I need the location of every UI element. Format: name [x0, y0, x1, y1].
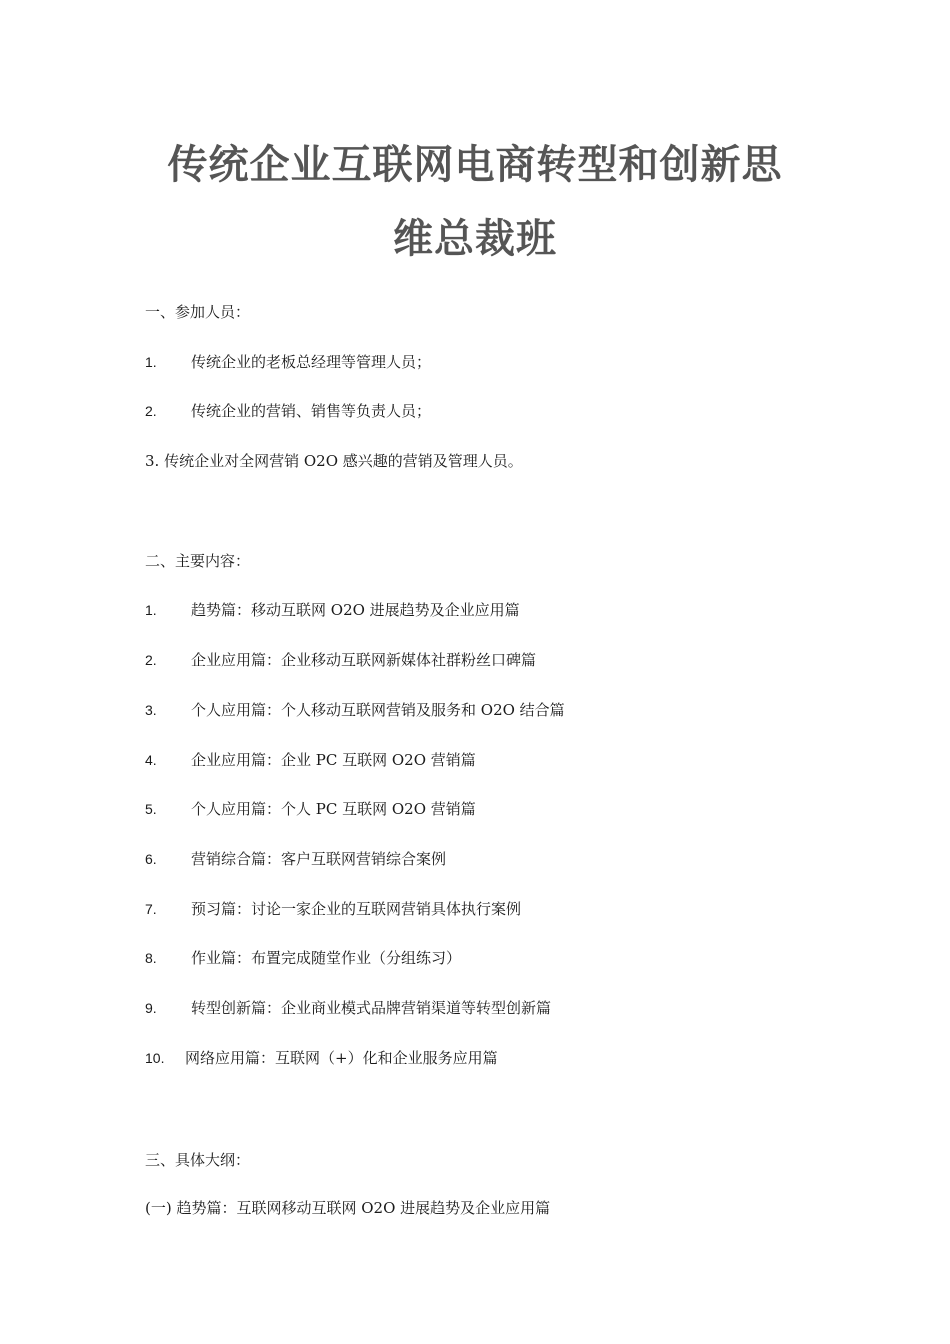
list-item [145, 849, 446, 869]
list-item-number: 6. [145, 851, 157, 867]
list-item [145, 899, 521, 919]
list-item-number: 3. [145, 702, 157, 718]
list-item-text: 个人应用篇：个人移动互联网营销及服务和 O2O 结合篇 [191, 701, 565, 719]
document-title-line2: 维总裁班 [393, 216, 557, 262]
list-item-text: 企业应用篇：企业移动互联网新媒体社群粉丝口碑篇 [191, 651, 537, 669]
list-item-text: 趋势篇：移动互联网 O2O 进展趋势及企业应用篇 [191, 601, 520, 619]
list-item-text: 网络应用篇：互联网（+）化和企业服务应用篇 [185, 1049, 498, 1067]
list-item-number: 1. [145, 602, 157, 618]
list-item-number: 7. [145, 901, 157, 917]
list-item [145, 700, 565, 720]
section3-subheading: (一) 趋势篇：互联网移动互联网 O2O 进展趋势及企业应用篇 [145, 1199, 551, 1217]
list-item-text: 传统企业的营销、销售等负责人员； [191, 402, 432, 420]
list-item-number: 1. [145, 354, 157, 370]
list-item-number: 2. [145, 652, 157, 668]
list-item-3: 3. 传统企业对全网营销 O2O 感兴趣的营销及管理人员。 [145, 452, 523, 470]
list-item-text: 营销综合篇：客户互联网营销综合案例 [191, 850, 447, 868]
list-item-number: 5. [145, 801, 157, 817]
list-item-text: 企业应用篇：企业 PC 互联网 O2O 营销篇 [191, 751, 476, 769]
list-item-number: 10. [145, 1050, 165, 1066]
list-item-text: 个人应用篇：个人 PC 互联网 O2O 营销篇 [191, 800, 476, 818]
list-item [145, 750, 476, 770]
list-item [145, 1048, 498, 1068]
list-item [145, 401, 431, 421]
document-title-line1: 传统企业互联网电商转型和创新思 [167, 142, 783, 188]
section1-heading: 一、参加人员： [145, 303, 251, 321]
list-item-text: 传统企业的老板总经理等管理人员； [191, 353, 432, 371]
list-item-number: 2. [145, 403, 157, 419]
list-item-number: 8. [145, 950, 157, 966]
list-item-number: 4. [145, 752, 157, 768]
list-item-text: 作业篇：布置完成随堂作业（分组练习） [191, 949, 462, 967]
section2-heading: 二、主要内容： [145, 552, 251, 570]
list-item [145, 650, 536, 670]
list-item [145, 948, 461, 968]
list-item-number: 9. [145, 1000, 157, 1016]
list-item [145, 352, 431, 372]
section3-heading: 三、具体大纲： [145, 1151, 251, 1169]
list-item-text: 转型创新篇：企业商业模式品牌营销渠道等转型创新篇 [191, 999, 552, 1017]
list-item [145, 998, 551, 1018]
list-item-text: 预习篇：讨论一家企业的互联网营销具体执行案例 [191, 900, 522, 918]
list-item [145, 799, 476, 819]
list-item [145, 600, 520, 620]
